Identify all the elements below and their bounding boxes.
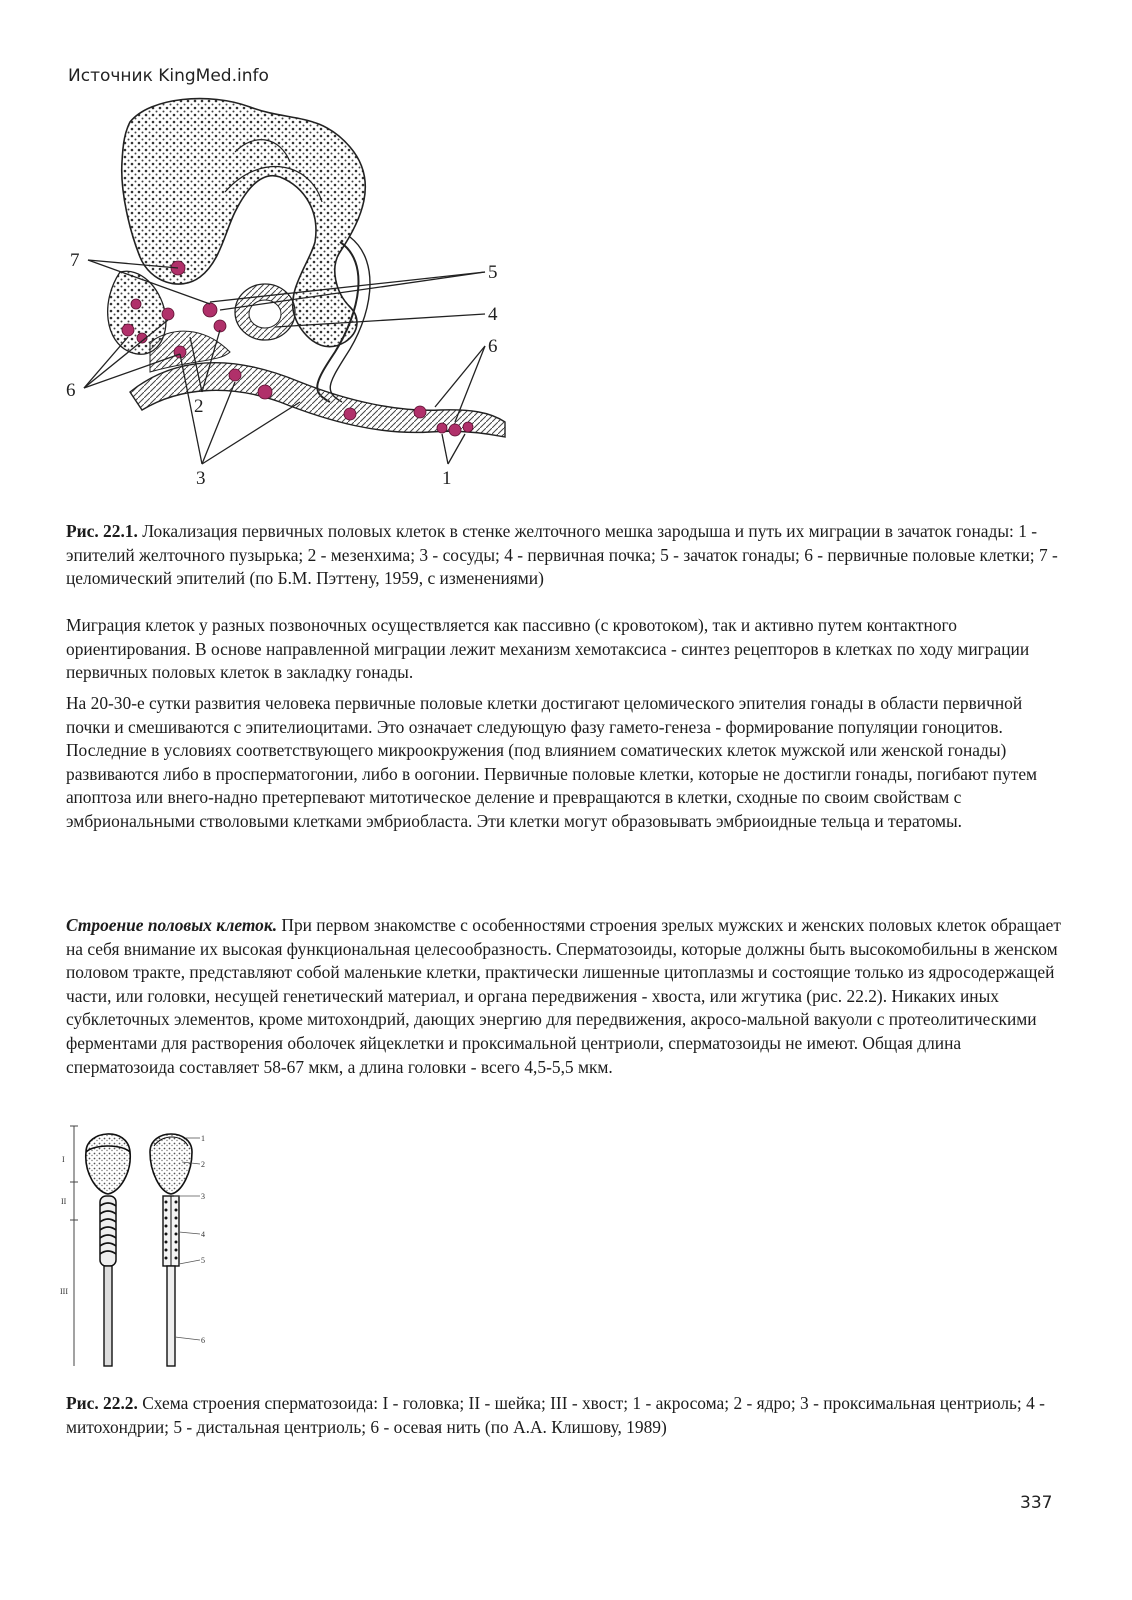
paragraph-3 bbox=[66, 914, 1066, 1079]
fig2-label-3: 3 bbox=[201, 1192, 205, 1201]
fig1-label-1: 1 bbox=[442, 468, 452, 489]
fig2-label-1: 1 bbox=[201, 1134, 205, 1143]
paragraph-1-text: Миграция клеток у разных позвоночных осуществляется как пассивно (с кровотоком), так и активно путем контактного ориентирования. В основе направленной миграции лежит механизм хемотаксиса - синтез рецепторов в клетках по ходу миграции первичных половых клеток в закладку гонады. bbox=[66, 615, 1030, 683]
figure-1-caption bbox=[66, 520, 1066, 591]
fig1-label-5: 5 bbox=[488, 262, 498, 283]
sperm-left-head bbox=[86, 1134, 130, 1194]
fig1-label-3: 3 bbox=[196, 468, 206, 489]
figure-2-caption bbox=[66, 1392, 1066, 1439]
paragraph-3-text: При первом знакомстве с особенностями строения зрелых мужских и женских половых клеток обращает на себя внимание их высокая функциональная целесообразность. Сперматозоиды, которые должны быть высокомобильны в женском половом тракте, представляют собой маленькие клетки, практически лишенные цитоплазмы и состоящие только из ядросодержащей части, или головки, несущей генетический материал, и органа передвижения - хвоста, или жгутика (рис. 22.2). Никаких иных субклеточных элементов, кроме митохондрий, дающих энергию для передвижения, акросо-мальной вакуоли с протеолитическими ферментами для растворения оболочек яйцеклетки и проксимальной центриоли, сперматозоиды не имеют. Общая длина сперматозоида составляет 58-67 мкм, а длина головки - всего 4,5-5,5 мкм. bbox=[66, 915, 1061, 1077]
paragraph-2-text: На 20-30-е сутки развития человека первичные половые клетки достигают целомического эпителия гонады в области первичной почки и смешиваются с эпителиоцитами. Это означает следующую фазу гамето-генеза - формирование популяции гоноцитов. Последние в условиях соответствующего микроокружения (под влиянием соматических клеток мужской или женской гонады) развиваются либо в просперматогонии, либо в оогонии. Первичные половые клетки, которые не достигли гонады, погибают путем апоптоза или внего-надно претерпевают митотическое деление и превращаются в клетки, сходные по своим свойствам с эмбриональными стволовыми клетками эмбриобласта. Эти клетки могут образовывать эмбриоидные тельца и тератомы. bbox=[66, 693, 1038, 831]
fig1-label-6-left: 6 bbox=[66, 380, 76, 401]
figure-2-caption-label: Рис. 22.2. bbox=[66, 1393, 138, 1413]
section-title: Строение половых клеток. bbox=[66, 915, 278, 935]
fig1-label-4: 4 bbox=[488, 304, 498, 325]
figure-2-caption-text: Схема строения сперматозоида: I - головка; II - шейка; III - хвост; 1 - акросома; 2 - ядро; 3 - проксимальная центриоль; 4 - митохондрии; 5 - дистальная центриоль; 6 - осевая нить (по А.А. Клишову, 1989) bbox=[66, 1393, 1045, 1437]
paragraph-2 bbox=[66, 692, 1066, 834]
figure-22-2 bbox=[58, 1122, 218, 1370]
fig2-label-4: 4 bbox=[201, 1230, 205, 1239]
fig2-label-5: 5 bbox=[201, 1256, 205, 1265]
fig1-label-2: 2 bbox=[194, 396, 204, 417]
paragraph-1 bbox=[66, 614, 1066, 685]
figure-22-1 bbox=[60, 92, 520, 492]
fig2-label-I: I bbox=[62, 1155, 65, 1164]
fig1-label-6-right: 6 bbox=[488, 336, 498, 357]
yolk-sac-wall bbox=[130, 363, 505, 437]
figure-1-caption-label: Рис. 22.1. bbox=[66, 521, 138, 541]
page-number: 337 bbox=[1020, 1493, 1053, 1513]
figure-1-caption-text: Локализация первичных половых клеток в стенке желточного мешка зародыша и путь их миграции в зачаток гонады: 1 - эпителий желточного пузырька; 2 - мезенхима; 3 - сосуды; 4 - первичная почка; 5 - зачаток гонады; 6 - первичные половые клетки; 7 - целомический эпителий (по Б.М. Пэттену, 1959, с изменениями) bbox=[66, 521, 1058, 589]
fig2-label-6: 6 bbox=[201, 1336, 205, 1345]
fig2-label-III: III bbox=[60, 1287, 68, 1296]
fig2-label-II: II bbox=[61, 1197, 67, 1206]
source-header: Источник KingMed.info bbox=[68, 66, 269, 86]
fig2-label-2: 2 bbox=[201, 1160, 205, 1169]
fig1-label-7: 7 bbox=[70, 250, 80, 271]
